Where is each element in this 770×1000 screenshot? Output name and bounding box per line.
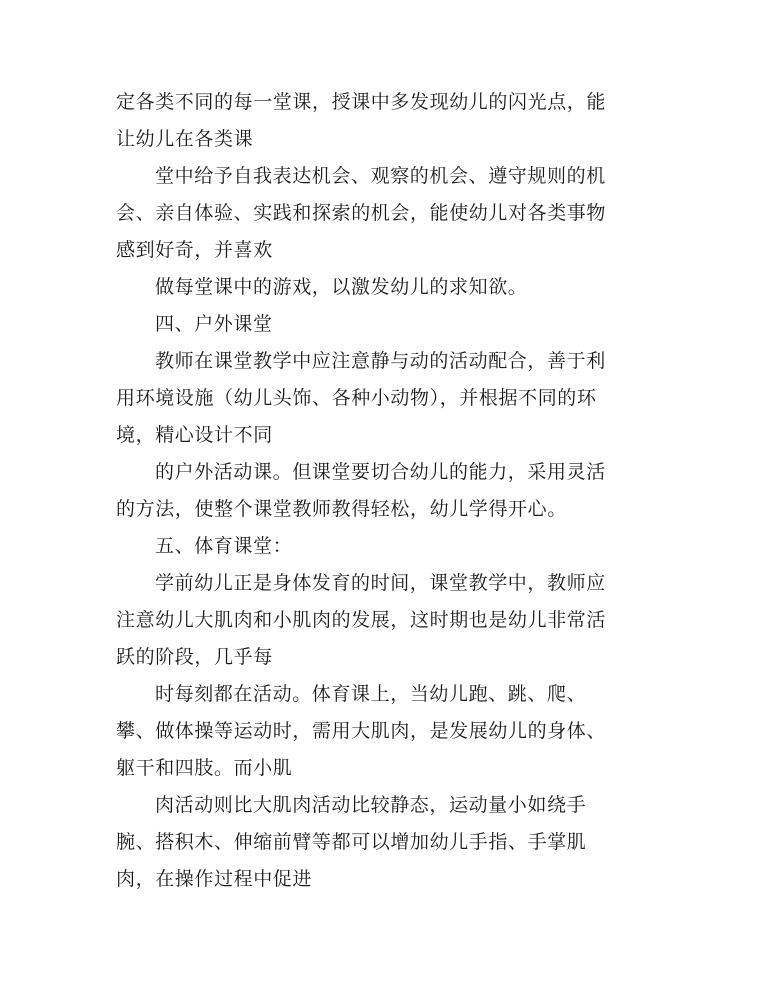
text-line: 跃的阶段，几乎每 (116, 646, 273, 668)
document-body (116, 84, 638, 898)
text-line: 用环境设施（幼儿头饰、各种小动物），并根据不同的环 (116, 387, 597, 409)
text-line: 腕、搭积木、伸缩前臂等都可以增加幼儿手指、手掌肌 (116, 831, 587, 853)
section-heading-outdoor: 四、户外课堂 (155, 313, 273, 335)
text-line: 做每堂课中的游戏，以激发幼儿的求知欲。 (155, 276, 528, 298)
section-heading-pe: 五、体育课堂： (155, 535, 293, 557)
text-line: 让幼儿在各类课 (116, 128, 254, 150)
text-line: 学前幼儿正是身体发育的时间，课堂教学中，教师应 (155, 572, 606, 594)
text-line: 境，精心设计不同 (116, 424, 273, 446)
text-line: 的户外活动课。但课堂要切合幼儿的能力，采用灵活 (155, 461, 606, 483)
text-line: 会、亲自体验、实践和探索的机会，能使幼儿对各类事物 (116, 202, 607, 224)
text-line: 教师在课堂教学中应注意静与动的活动配合，善于利 (155, 350, 606, 372)
text-line: 时每刻都在活动。体育课上，当幼儿跑、跳、爬、 (155, 683, 587, 705)
text-line: 堂中给予自我表达机会、观察的机会、遵守规则的机 (155, 165, 606, 187)
text-line: 肉活动则比大肌肉活动比较静态，运动量小如绕手 (155, 794, 587, 816)
text-line: 攀、做体操等运动时，需用大肌肉，是发展幼儿的身体、 (116, 720, 607, 742)
text-line: 定各类不同的每一堂课，授课中多发现幼儿的闪光点，能 (116, 91, 607, 113)
text-line: 的方法，使整个课堂教师教得轻松，幼儿学得开心。 (116, 498, 567, 520)
text-line: 肉，在操作过程中促进 (116, 868, 313, 890)
text-line: 感到好奇，并喜欢 (116, 239, 273, 261)
text-line: 注意幼儿大肌肉和小肌肉的发展，这时期也是幼儿非常活 (116, 609, 607, 631)
text-line: 躯干和四肢。而小肌 (116, 757, 293, 779)
